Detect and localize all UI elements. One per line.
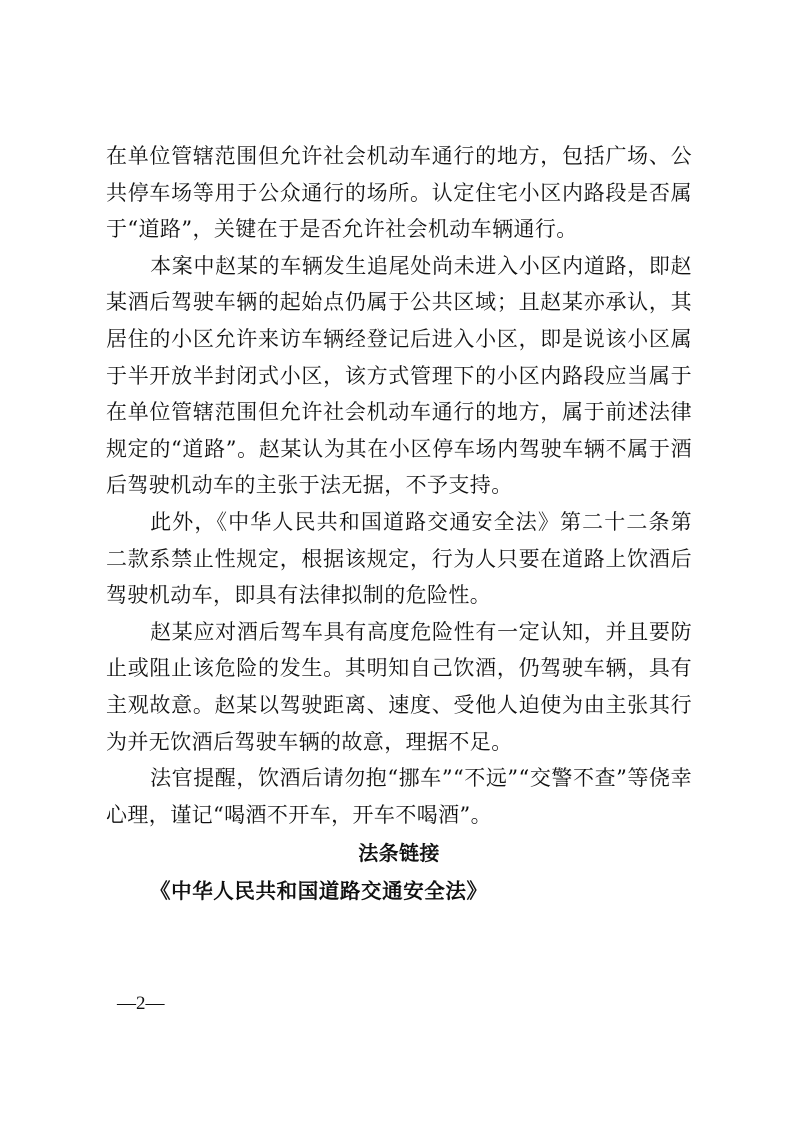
- paragraph-intent-analysis: 赵某应对酒后驾车具有高度危险性有一定认知，并且要防止或阻止该危险的发生。其明知自己饮酒，仍驾驶车辆，具有主观故意。赵某以驾驶距离、速度、受他人迫使为由主张其行为并无饮酒后驾驶车辆的故意，理据不足。: [106, 619, 692, 754]
- paragraph-continuation: 在单位管辖范围但允许社会机动车通行的地方，包括广场、公共停车场等用于公众通行的场所。认定住宅小区内路段是否属于“道路”，关键在于是否允许社会机动车辆通行。: [106, 144, 692, 242]
- section-heading: 法条链接: [358, 841, 440, 866]
- page-number: —2—: [117, 993, 165, 1014]
- paragraph-judge-reminder: 法官提醒，饮酒后请勿抱“挪车”“不远”“交警不查”等侥幸心理，谨记“喝酒不开车，开车不喝酒”。: [106, 766, 692, 827]
- paragraph-law-provision: 此外，《中华人民共和国道路交通安全法》第二十二条第二款系禁止性规定，根据该规定，行为人只要在道路上饮酒后驾驶机动车，即具有法律拟制的危险性。: [106, 509, 692, 608]
- law-title: 《中华人民共和国道路交通安全法》: [150, 879, 488, 904]
- paragraph-case-analysis: 本案中赵某的车辆发生追尾处尚未进入小区内道路，即赵某酒后驾驶车辆的起始点仍属于公共区域；且赵某亦承认，其居住的小区允许来访车辆经登记后进入小区，即是说该小区属于半开放半封闭式小区，该方式管理下的小区内路段应当属于在单位管辖范围但允许社会机动车通行的地方，属于前述法律规定的“道路”。赵某认为其在小区停车场内驾驶车辆不属于酒后驾驶机动车的主张于法无据，不予支持。: [106, 253, 692, 498]
- document-body: [106, 138, 692, 911]
